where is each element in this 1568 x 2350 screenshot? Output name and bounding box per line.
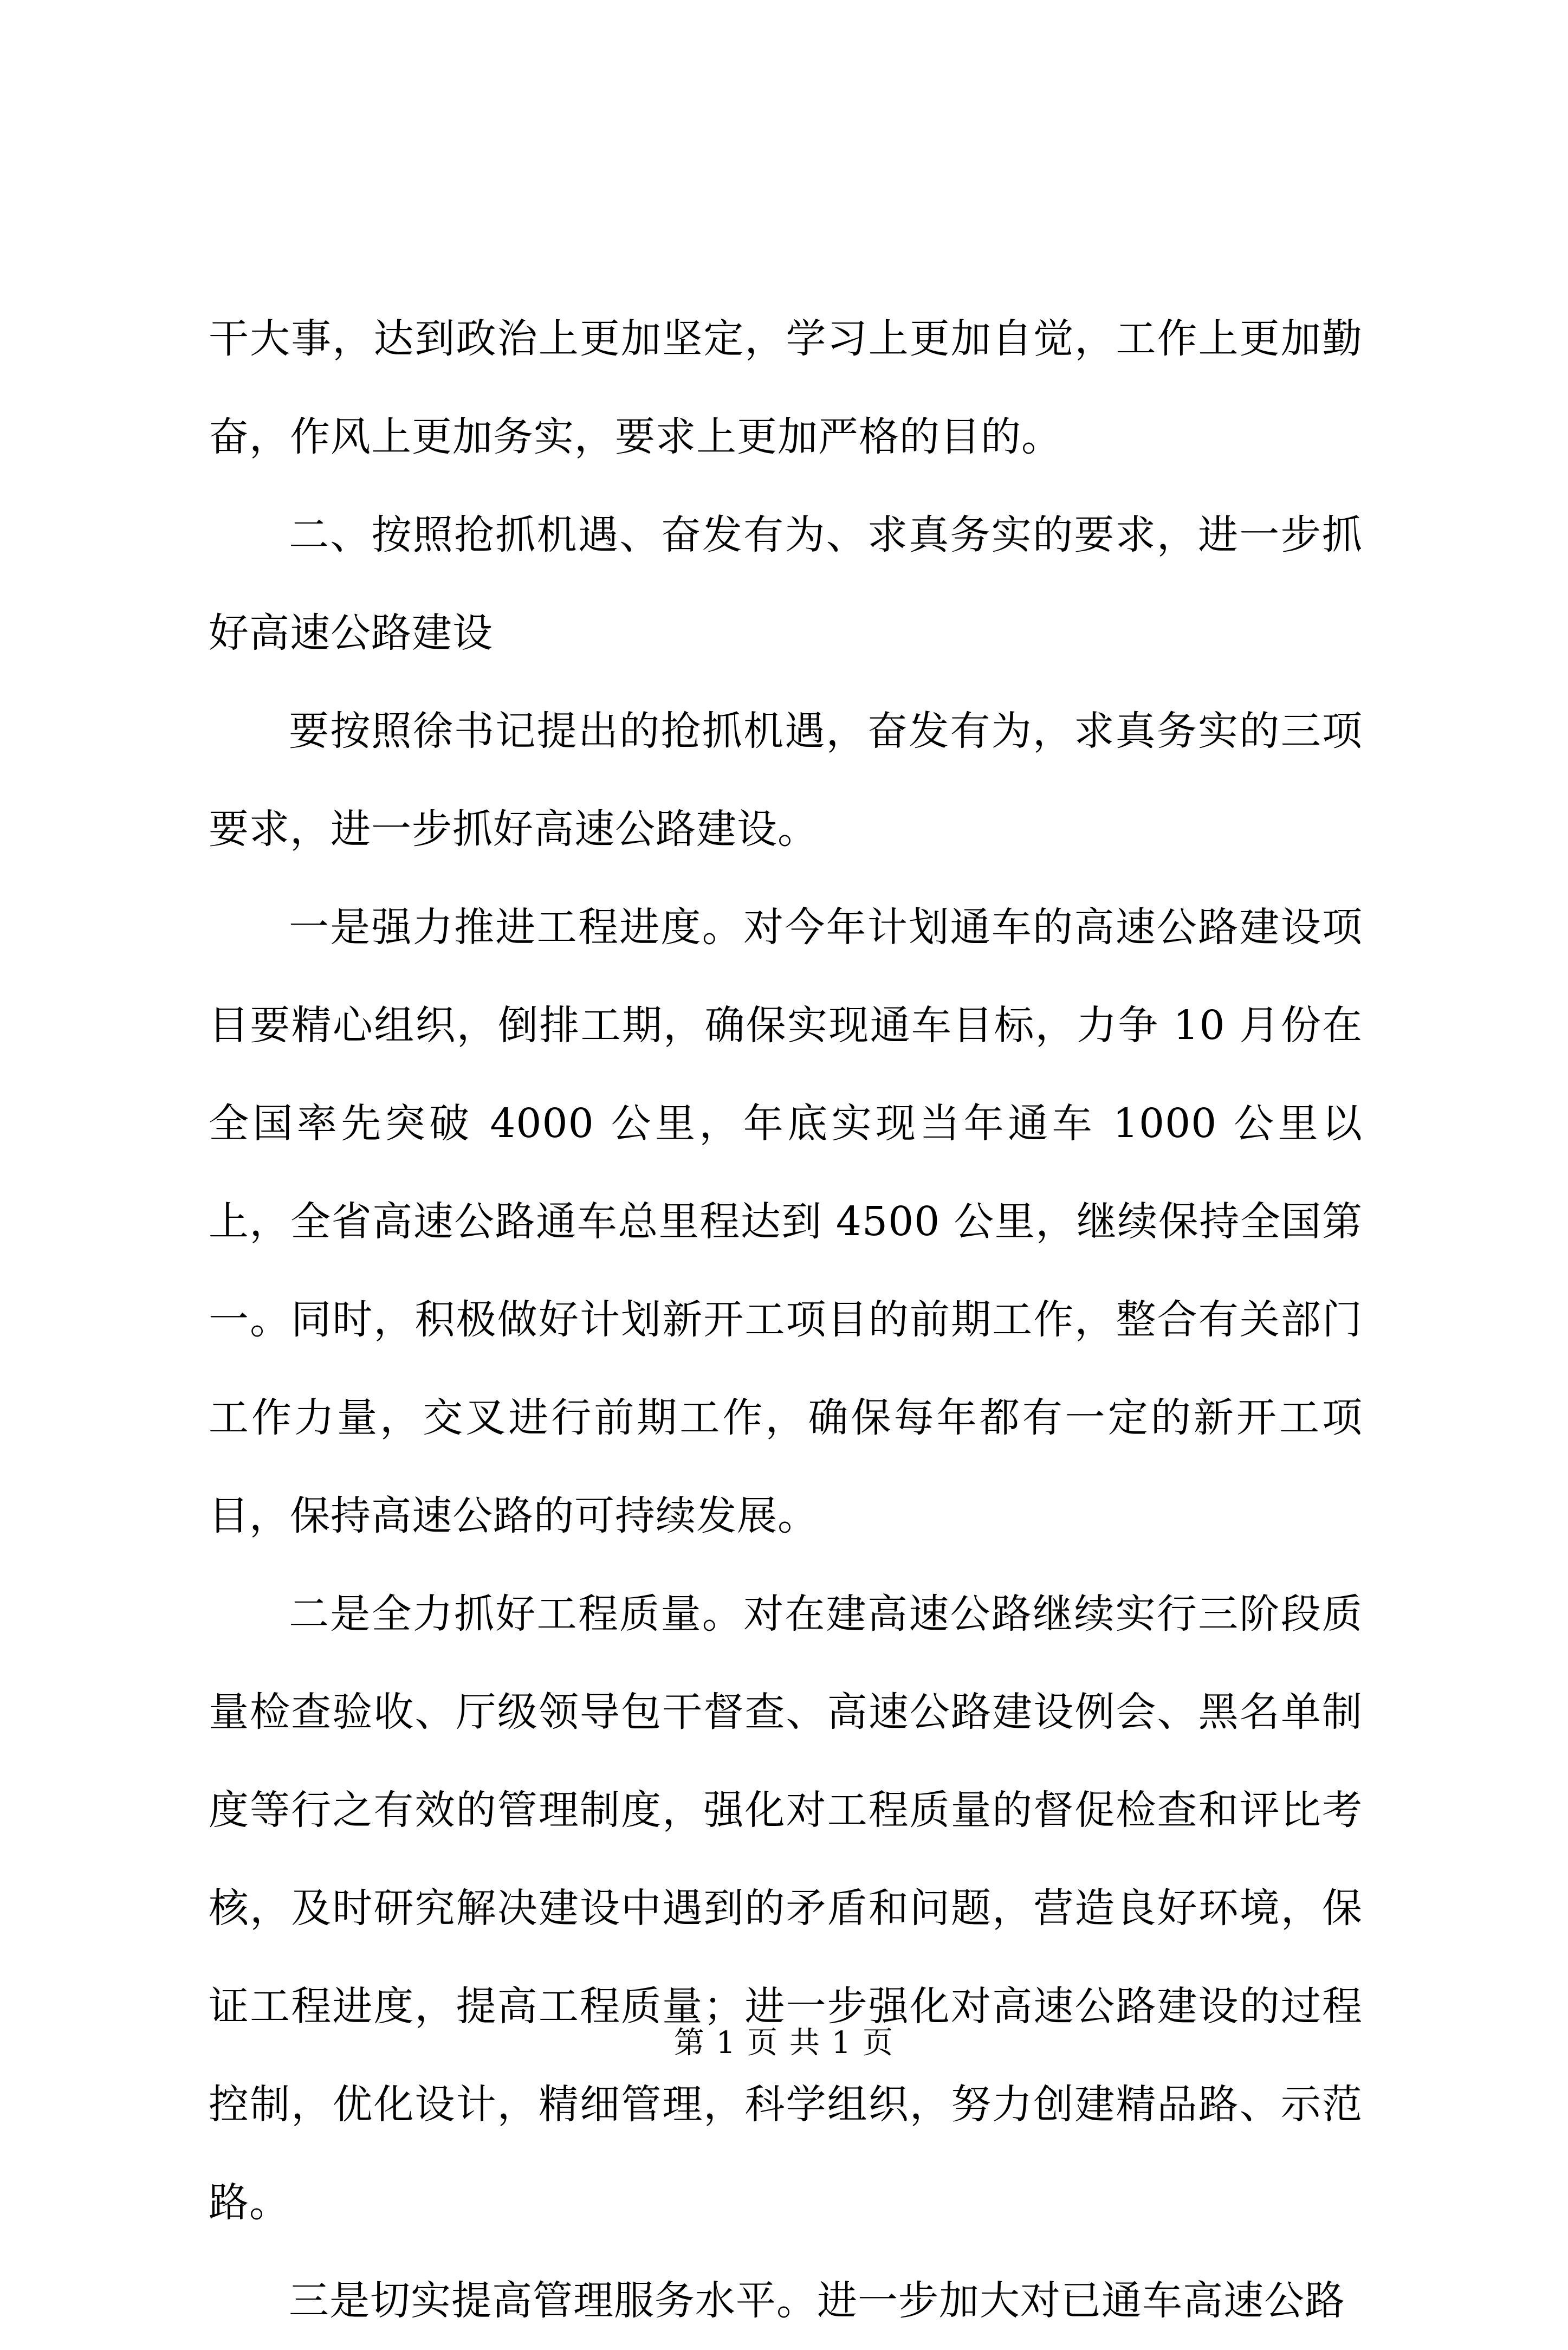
paragraph-progress: 一是强力推进工程进度。对今年计划通车的高速公路建设项目要精心组织，倒排工期，确保实现通车目标，力争 10 月份在全国率先突破 4000 公里，年底实现当年通车 1000 公里以上，全省高速公路通车总里程达到 4500 公里，继续保持全国第一。同时，积极做好计划新开工项目的前期工作，整合有关部门工作力量，交叉进行前期工作，确保每年都有一定的新开工项目，保持高速公路的可持续发展。 — [209, 904, 1363, 1539]
paragraph-continuation: 干大事，达到政治上更加坚定，学习上更加自觉，工作上更加勤奋，作风上更加务实，要求上更加严格的目的。 — [209, 315, 1363, 460]
section-heading: 二、按照抢抓机遇、奋发有为、求真务实的要求，进一步抓好高速公路建设 — [209, 512, 1363, 656]
page-footer: 第 1 页 共 1 页 — [673, 2025, 895, 2061]
paragraph-service: 三是切实提高管理服务水平。进一步加大对已通车高速公路 — [289, 2277, 1345, 2324]
paragraph-quality: 二是全力抓好工程质量。对在建高速公路继续实行三阶段质量检查验收、厅级领导包干督查、高速公路建设例会、黑名单制度等行之有效的管理制度，强化对工程质量的督促检查和评比考核，及时研究解决建设中遇到的矛盾和问题，营造良好环境，保证工程进度，提高工程质量；进一步强化对高速公路建设的过程控制，优化设计，精细管理，科学组织，努力创建精品路、示范路。 — [209, 1591, 1363, 2226]
paragraph-intro: 要按照徐书记提出的抢抓机遇，奋发有为，求真务实的三项要求，进一步抓好高速公路建设。 — [209, 708, 1363, 853]
